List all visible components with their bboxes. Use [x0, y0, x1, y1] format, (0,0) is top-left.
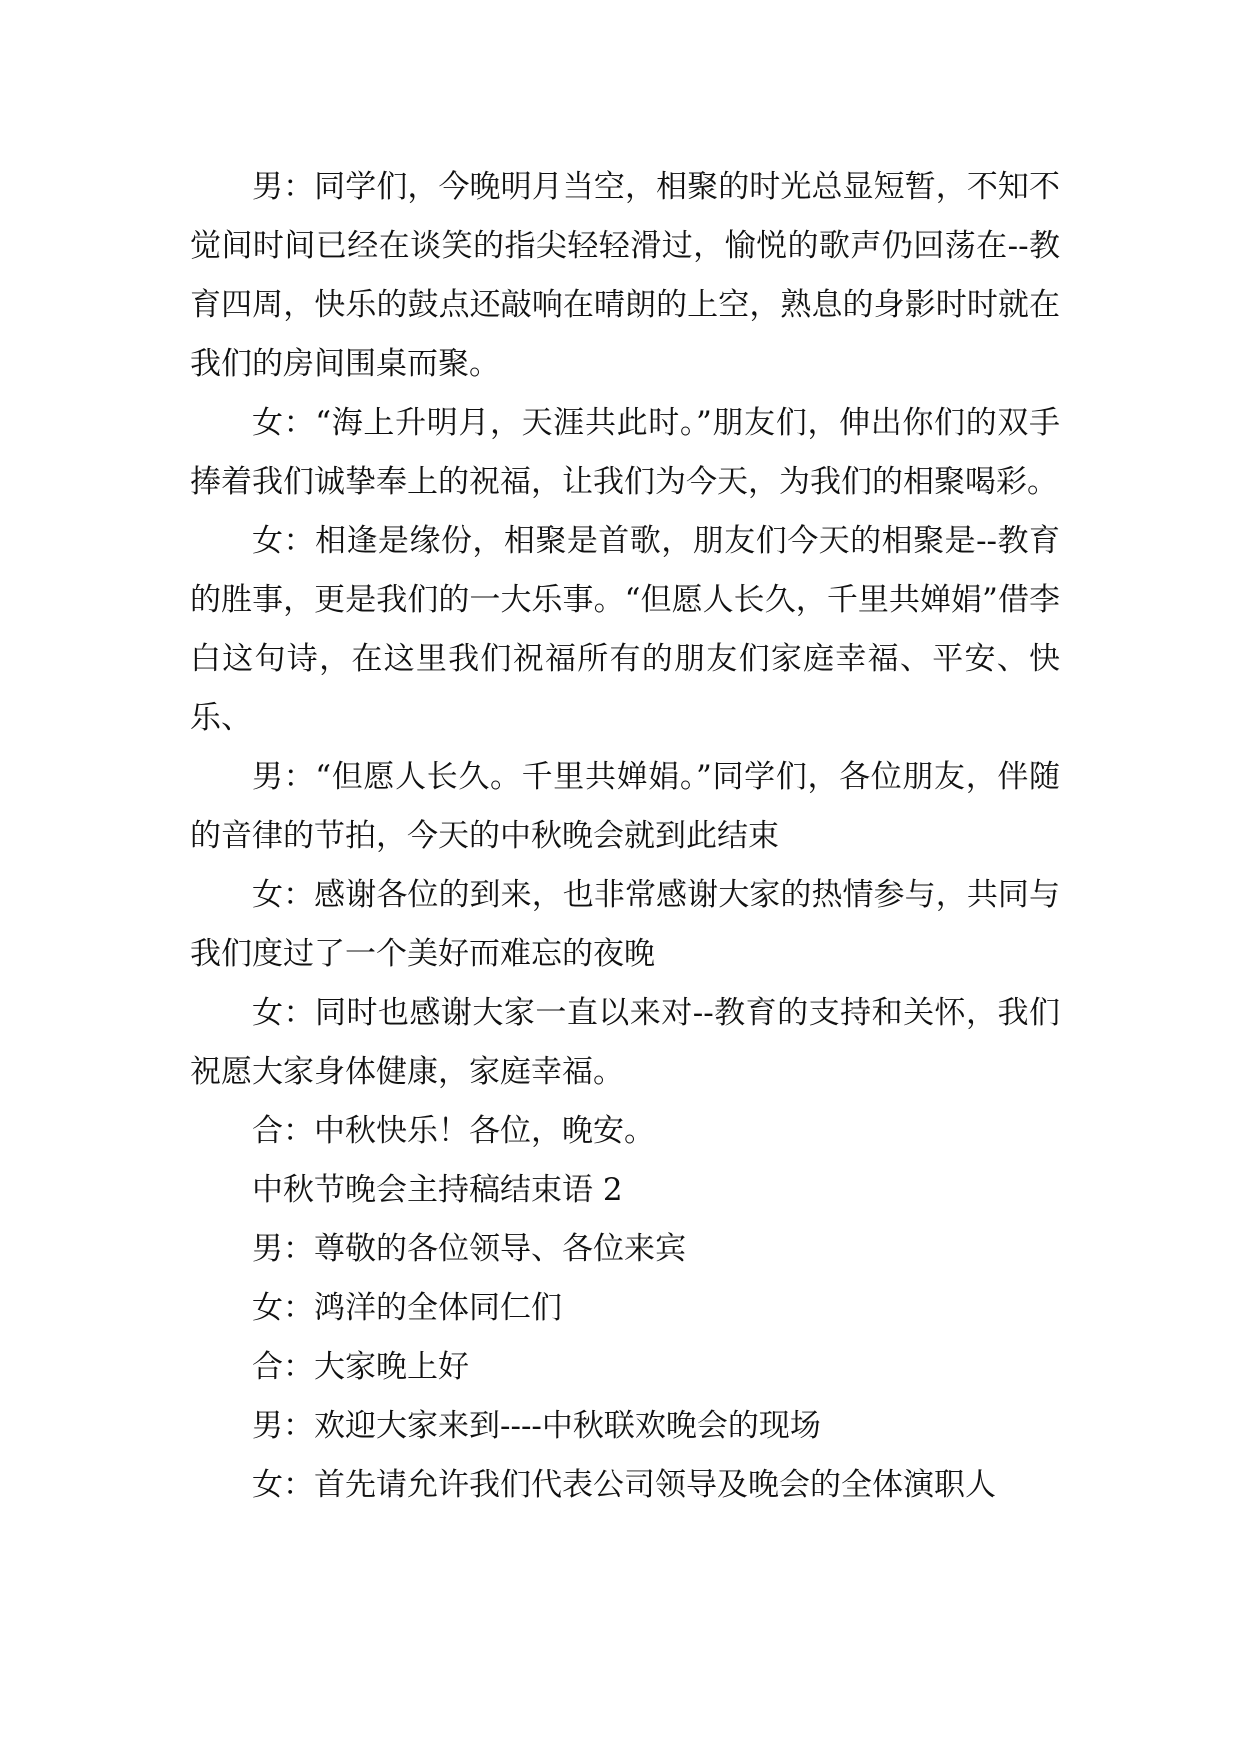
section-heading: 中秋节晚会主持稿结束语 2	[252, 1172, 623, 1208]
paragraph: 男：欢迎大家来到----中秋联欢晚会的现场	[252, 1408, 821, 1444]
paragraph: 男：尊敬的各位领导、各位来宾	[252, 1231, 686, 1267]
paragraph: 女：“海上升明月，天涯共此时。”朋友们，伸出你们的双手捧着我们诚挚奉上的祝福，让我们为今天，为我们的相聚喝彩。	[190, 405, 1060, 500]
paragraph: 女：鸿洋的全体同仁们	[252, 1290, 562, 1326]
paragraph: 女：首先请允许我们代表公司领导及晚会的全体演职人	[252, 1467, 996, 1503]
paragraph: 女：相逢是缘份，相聚是首歌，朋友们今天的相聚是--教育的胜事，更是我们的一大乐事。“但愿人长久，千里共婵娟”借李白这句诗，在这里我们祝福所有的朋友们家庭幸福、平安、快乐、	[190, 523, 1060, 736]
paragraph: 女：同时也感谢大家一直以来对--教育的支持和关怀，我们祝愿大家身体健康，家庭幸福。	[190, 995, 1060, 1090]
paragraph: 合：中秋快乐！各位，晚安。	[252, 1113, 655, 1149]
paragraph: 女：感谢各位的到来，也非常感谢大家的热情参与，共同与我们度过了一个美好而难忘的夜晚	[190, 877, 1060, 972]
paragraph: 男：同学们，今晚明月当空，相聚的时光总显短暂，不知不觉间时间已经在谈笑的指尖轻轻滑过，愉悦的歌声仍回荡在--教育四周，快乐的鼓点还敲响在晴朗的上空，熟息的身影时时就在我们的房间围桌而聚。	[190, 169, 1060, 382]
document-body	[190, 158, 1060, 1515]
paragraph: 男：“但愿人长久。千里共婵娟。”同学们，各位朋友，伴随的音律的节拍，今天的中秋晚会就到此结束	[190, 759, 1060, 854]
paragraph: 合：大家晚上好	[252, 1349, 469, 1385]
